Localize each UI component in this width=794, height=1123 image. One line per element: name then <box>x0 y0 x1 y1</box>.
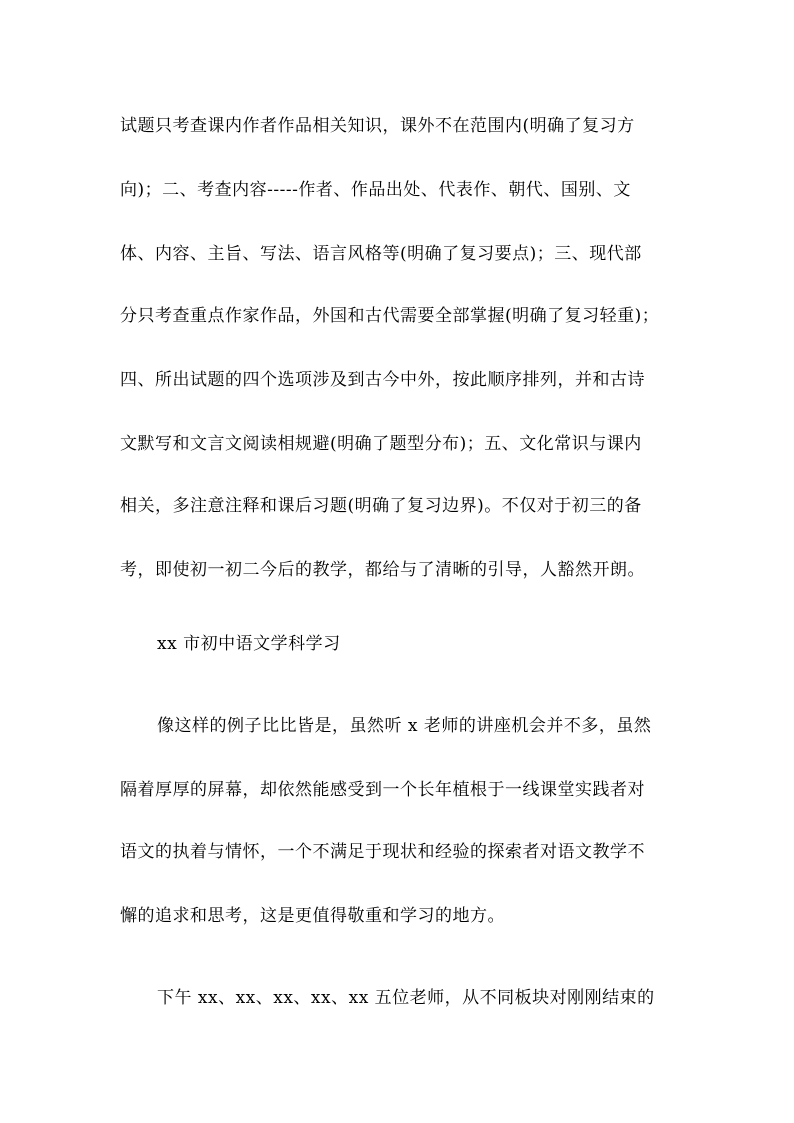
paragraph-line: 考，即使初一初二今后的教学，都给与了清晰的引导，人豁然开朗。 <box>120 560 645 580</box>
paragraph-line: 文默写和文言文阅读相规避(明确了题型分布)；五、文化常识与课内 <box>120 434 642 454</box>
paragraph-line: 语文的执着与情怀，一个不满足于现状和经验的探索者对语文教学不 <box>120 842 645 862</box>
paragraph-line: 四、所出试题的四个选项涉及到古今中外，按此顺序排列，并和古诗 <box>120 370 645 390</box>
paragraph-line: 隔着厚厚的屏幕，却依然能感受到一个长年植根于一线课堂实践者对 <box>120 780 645 800</box>
paragraph-line: 试题只考查课内作者作品相关知识，课外不在范围内(明确了复习方 <box>120 116 635 136</box>
paragraph-line: 相关，多注意注释和课后习题(明确了复习边界)。不仅对于初三的备 <box>120 496 642 516</box>
paragraph-line: 懈的追求和思考，这是更值得敬重和学习的地方。 <box>120 906 505 926</box>
paragraph-line: 像这样的例子比比皆是，虽然听 x 老师的讲座机会并不多，虽然 <box>157 716 652 736</box>
paragraph-line: 下午 xx、xx、xx、xx、xx 五位老师，从不同板块对刚刚结束的 <box>157 988 655 1008</box>
paragraph-line: 分只考查重点作家作品，外国和古代需要全部掌握(明确了复习轻重)； <box>120 306 660 326</box>
paragraph-line: 向)；二、考查内容-----作者、作品出处、代表作、朝代、国别、文 <box>120 180 631 200</box>
paragraph-line: 体、内容、主旨、写法、语言风格等(明确了复习要点)；三、现代部 <box>120 244 642 264</box>
section-heading: xx 市初中语文学科学习 <box>157 634 341 654</box>
